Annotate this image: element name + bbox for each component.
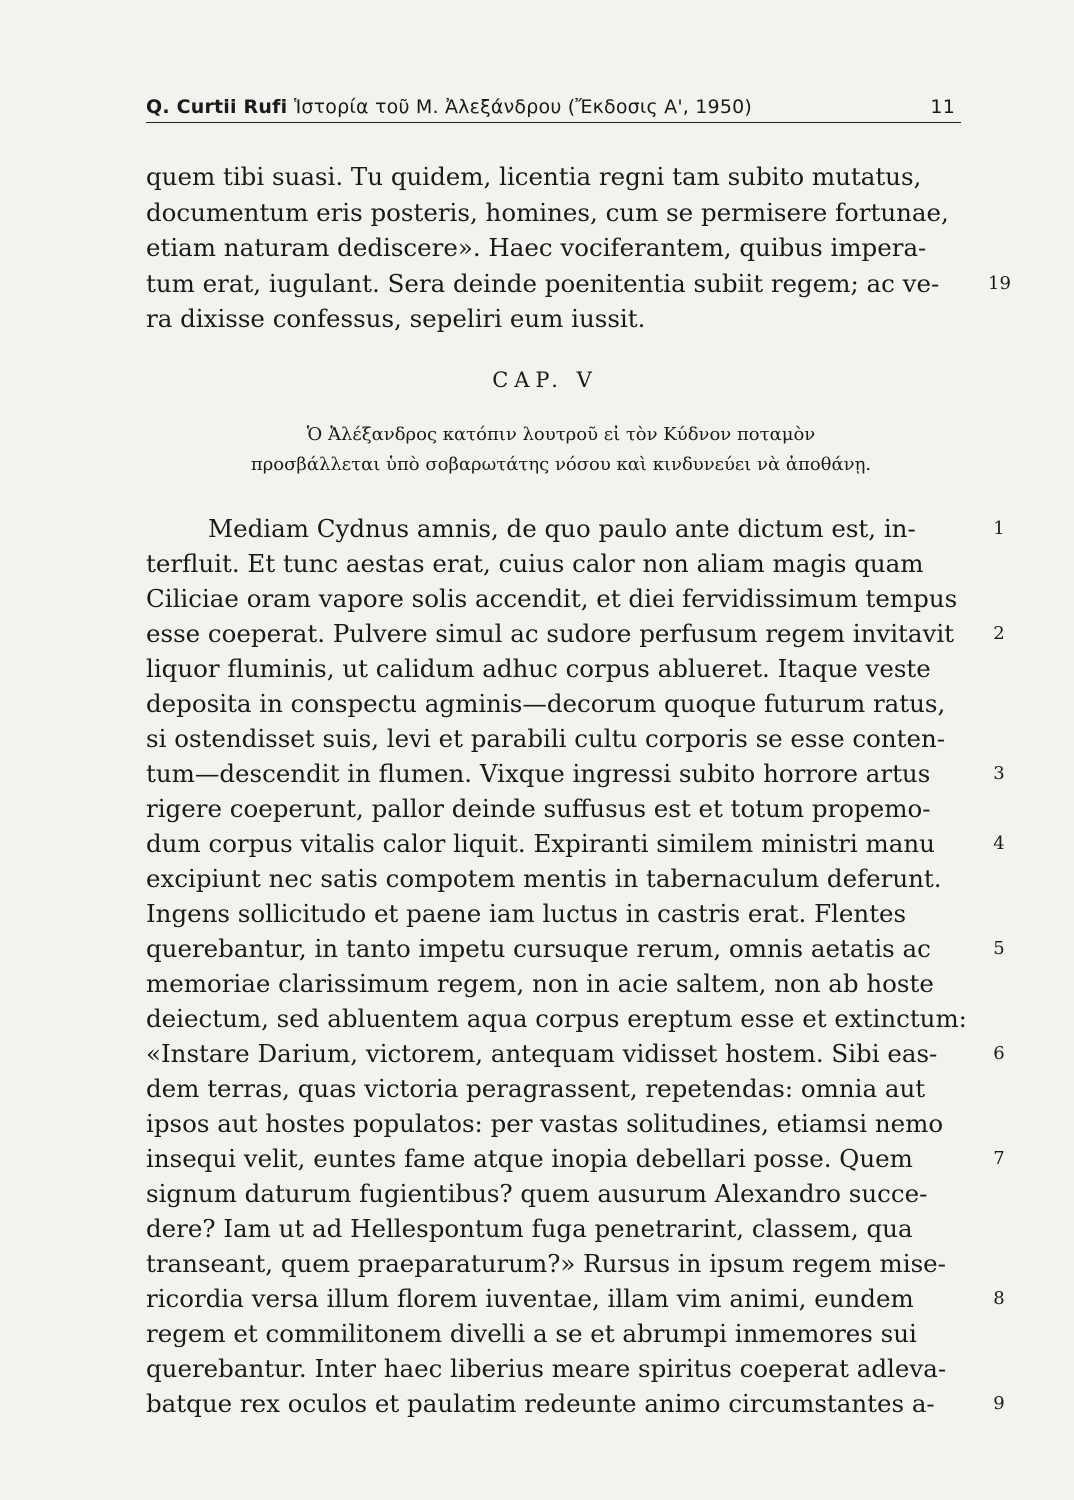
header-work-title: Ἱστορία τοῦ Μ. Ἀλεξάνδρου (Ἔκδοσις Α', 1950) bbox=[294, 96, 753, 118]
section-marker: 3 bbox=[993, 763, 1005, 784]
text-line: memoriae clarissimum regem, non in acie saltem, non ab hoste bbox=[146, 969, 934, 998]
chapter-heading: CAP. V bbox=[492, 368, 598, 392]
running-header bbox=[146, 88, 961, 123]
text-line: etiam naturam dediscere». Haec vociferantem, quibus impera- bbox=[146, 233, 927, 262]
text-line: dum corpus vitalis calor liquit. Expiranti similem ministri manu bbox=[146, 829, 935, 858]
page-number: 11 bbox=[930, 96, 955, 118]
section-marker: 8 bbox=[993, 1288, 1005, 1309]
section-marker: 19 bbox=[988, 273, 1011, 294]
section-marker: 7 bbox=[993, 1148, 1005, 1169]
text-line: transeant, quem praeparaturum?» Rursus in ipsum regem mise- bbox=[146, 1249, 946, 1278]
chapter-summary-line: προσβάλλεται ὑπὸ σοβαρωτάτης νόσου καὶ κινδυνεύει νὰ ἀποθάνῃ. bbox=[250, 454, 872, 475]
text-line: esse coeperat. Pulvere simul ac sudore perfusum regem invitavit bbox=[146, 619, 954, 648]
header-title bbox=[146, 96, 752, 118]
text-line: deiectum, sed abluentem aqua corpus ereptum esse et extinctum: bbox=[146, 1004, 967, 1033]
text-line: documentum eris posteris, homines, cum se permisere fortunae, bbox=[146, 198, 949, 227]
text-line: querebantur. Inter haec liberius meare spiritus coeperat adleva- bbox=[146, 1354, 947, 1383]
text-line: regem et commilitonem divelli a se et abrumpi inmemores sui bbox=[146, 1319, 917, 1348]
section-marker: 1 bbox=[993, 518, 1005, 539]
section-marker: 6 bbox=[993, 1043, 1005, 1064]
text-line: liquor fluminis, ut calidum adhuc corpus ablueret. Itaque veste bbox=[146, 654, 931, 683]
section-marker: 2 bbox=[993, 623, 1005, 644]
text-line: ipsos aut hostes populatos: per vastas solitudines, etiamsi nemo bbox=[146, 1109, 944, 1138]
section-marker: 5 bbox=[993, 938, 1005, 959]
chapter-summary-line: Ὁ Ἀλέξανδρος κατόπιν λουτροῦ εἰ τὸν Κύδνον ποταμὸν bbox=[306, 424, 816, 445]
text-line: excipiunt nec satis compotem mentis in tabernaculum deferunt. bbox=[146, 864, 942, 893]
text-line: ricordia versa illum florem iuventae, illam vim animi, eundem bbox=[146, 1284, 914, 1313]
text-line: Ciliciae oram vapore solis accendit, et diei fervidissimum tempus bbox=[146, 584, 958, 613]
text-line: Mediam Cydnus amnis, de quo paulo ante dictum est, in- bbox=[208, 514, 916, 543]
text-line: terfluit. Et tunc aestas erat, cuius calor non aliam magis quam bbox=[146, 549, 924, 578]
text-line: quem tibi suasi. Tu quidem, licentia regni tam subito mutatus, bbox=[146, 162, 922, 191]
text-line: si ostendisset suis, levi et parabili cultu corporis se esse conten- bbox=[146, 724, 946, 753]
text-line: dere? Iam ut ad Hellespontum fuga penetrarint, classem, qua bbox=[146, 1214, 913, 1243]
text-line: insequi velit, euntes fame atque inopia debellari posse. Quem bbox=[146, 1144, 913, 1173]
text-line: rigere coeperunt, pallor deinde suffusus est et totum propemo- bbox=[146, 794, 931, 823]
section-marker: 4 bbox=[993, 833, 1005, 854]
text-line: deposita in conspectu agminis—decorum quoque futurum ratus, bbox=[146, 689, 946, 718]
text-line: tum—descendit in flumen. Vixque ingressi subito horrore artus bbox=[146, 759, 931, 788]
text-line: querebantur, in tanto impetu cursuque rerum, omnis aetatis ac bbox=[146, 934, 931, 963]
header-author: Q. Curtii Rufi bbox=[146, 96, 288, 118]
text-line: Ingens sollicitudo et paene iam luctus in castris erat. Flentes bbox=[146, 899, 907, 928]
text-line: batque rex oculos et paulatim redeunte animo circumstantes a- bbox=[146, 1389, 935, 1418]
text-line: dem terras, quas victoria peragrassent, repetendas: omnia aut bbox=[146, 1074, 926, 1103]
text-line: signum daturum fugientibus? quem ausurum Alexandro succe- bbox=[146, 1179, 928, 1208]
section-marker: 9 bbox=[993, 1393, 1005, 1414]
text-line: tum erat, iugulant. Sera deinde poenitentia subiit regem; ac ve- bbox=[146, 269, 940, 298]
text-line: «Instare Darium, victorem, antequam vidisset hostem. Sibi eas- bbox=[146, 1039, 938, 1068]
text-line: ra dixisse confessus, sepeliri eum iussit. bbox=[146, 304, 646, 333]
